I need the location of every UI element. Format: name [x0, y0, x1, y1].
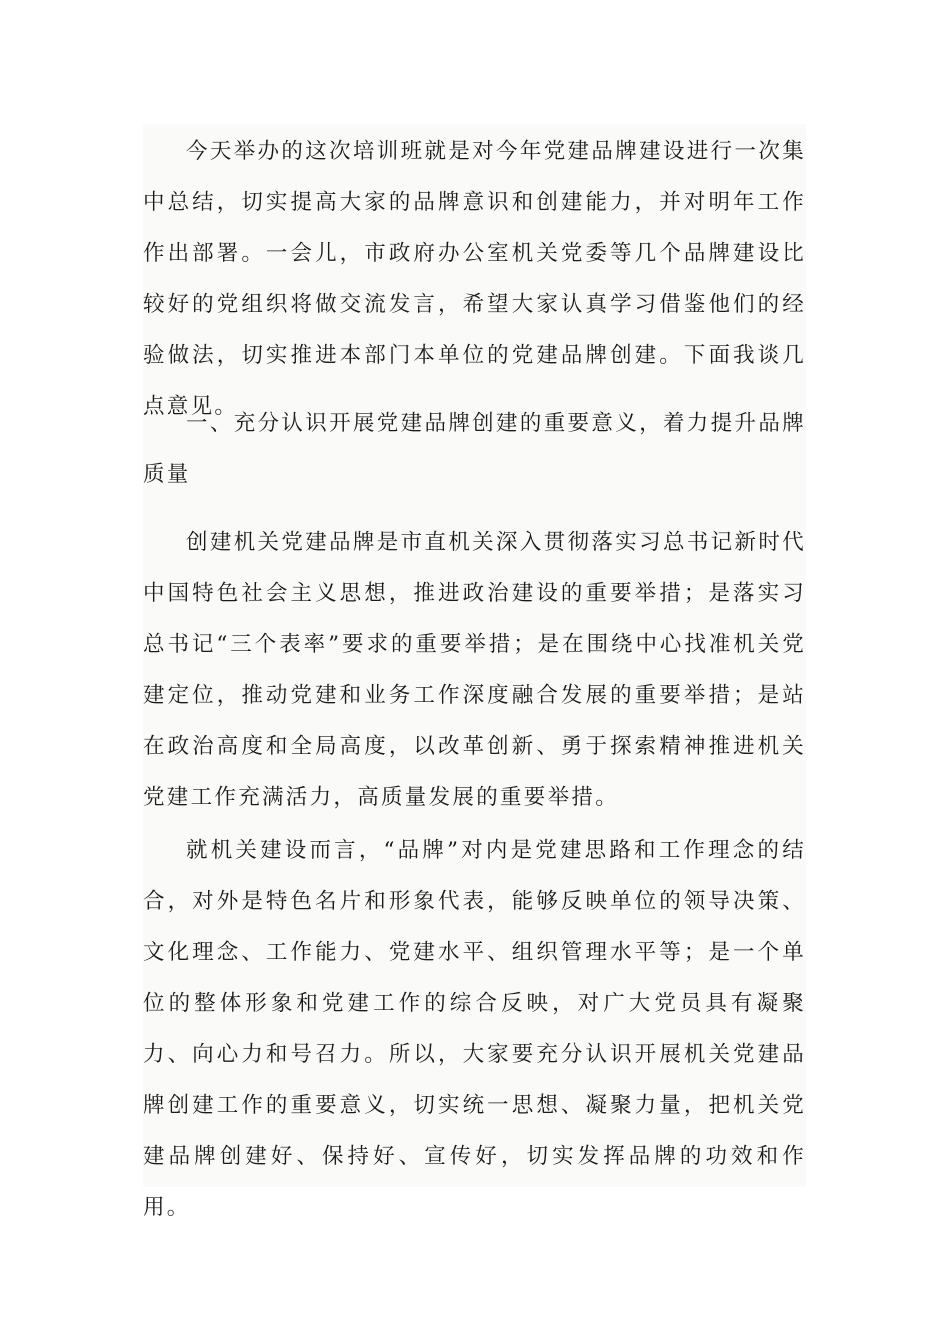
section-heading: 一、充分认识开展党建品牌创建的重要意义，着力提升品牌质量 — [143, 411, 806, 487]
intro-paragraph: 今天举办的这次培训班就是对今年党建品牌建设进行一次集中总结，切实提高大家的品牌意识和创建能力，并对明年工作作出部署。一会儿，市政府办公室机关党委等几个品牌建设比较好的党组织将做交流发言，希望大家认真学习借鉴他们的经验做法，切实推进本部门本单位的党建品牌创建。下面我谈几点意见。 — [143, 139, 806, 419]
document-body — [143, 124, 806, 1220]
body-paragraph: 就机关建设而言，“品牌”对内是党建思路和工作理念的结合，对外是特色名片和形象代表，能够反映单位的领导决策、文化理念、工作能力、党建水平、组织管理水平等；是一个单位的整体形象和党建工作的综合反映，对广大党员具有凝聚力、向心力和号召力。所以，大家要充分认识开展机关党建品牌创建工作的重要意义，切实统一思想、凝聚力量，把机关党建品牌创建好、保持好、宣传好，切实发挥品牌的功效和作用。 — [143, 838, 806, 1220]
body-paragraph: 创建机关党建品牌是市直机关深入贯彻落实习总书记新时代中国特色社会主义思想，推进政治建设的重要举措；是落实习总书记“三个表率”要求的重要举措；是在围绕中心找准机关党建定位，推动党建和业务工作深度融合发展的重要举措；是站在政治高度和全局高度，以改革创新、勇于探索精神推进机关党建工作充满活力，高质量发展的重要举措。 — [143, 530, 806, 810]
